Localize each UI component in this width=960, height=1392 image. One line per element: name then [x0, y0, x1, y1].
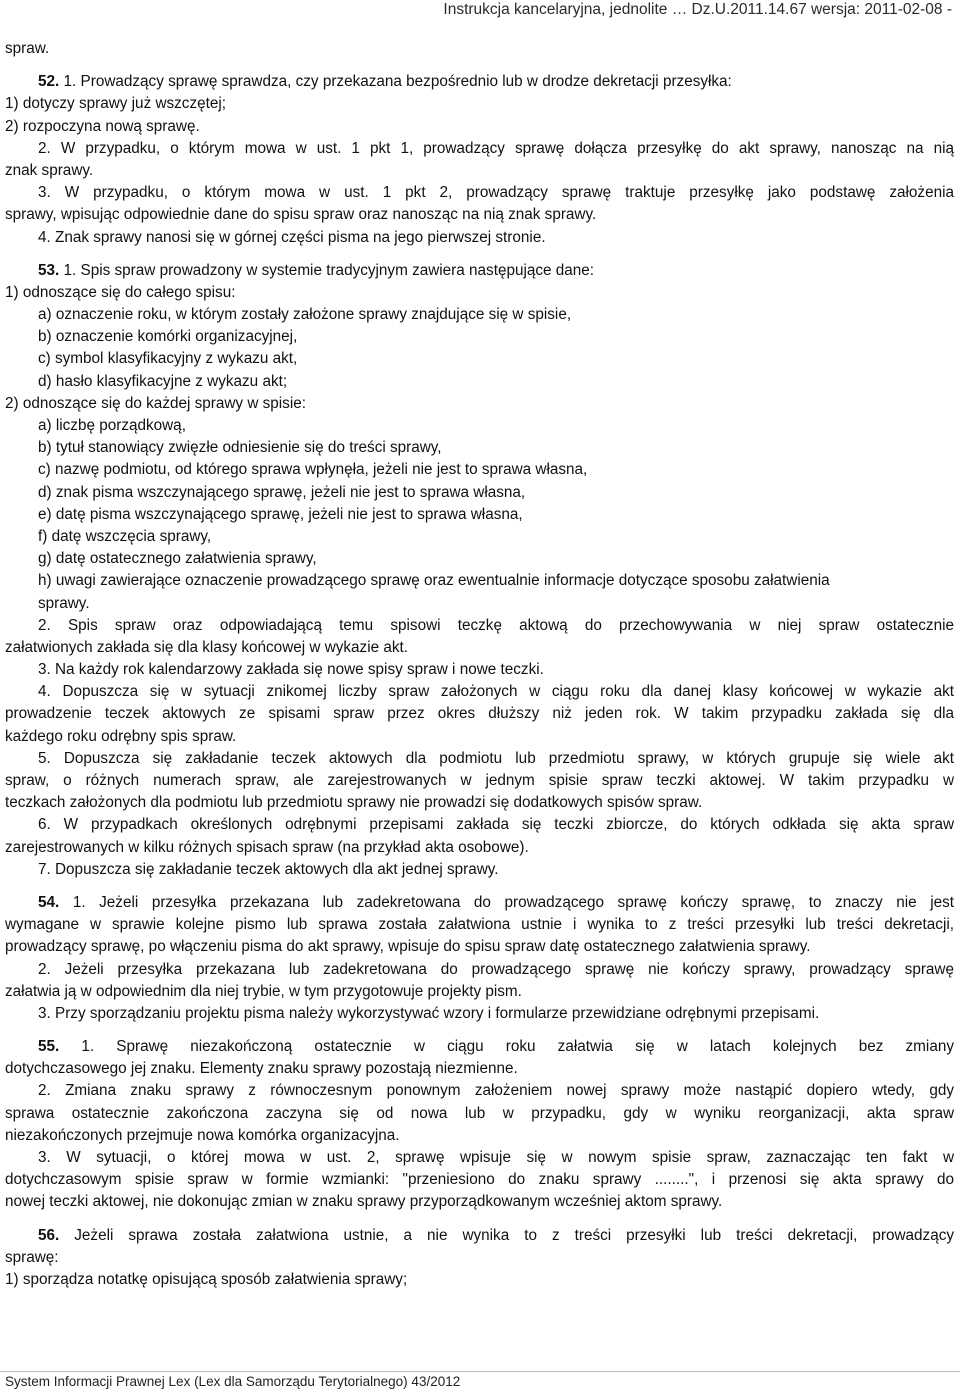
line-text: 2. Jeżeli przesyłka przekazana lub zadekretowana do prowadzącego sprawę nie kończy sprawy, prowadzący sprawę — [38, 960, 954, 978]
text-line — [5, 459, 954, 481]
paragraph-heading — [5, 892, 954, 914]
line-text: 4. Dopuszcza się w sytuacji znikomej liczby spraw założonych w ciągu roku dla danej klasy końcowej w wykazie akt — [38, 683, 954, 701]
text-line — [5, 637, 954, 659]
text-line — [5, 371, 954, 393]
line-text: 4. Znak sprawy nanosi się w górnej części pisma na jego pierwszej stronie. — [38, 228, 546, 246]
line-text: załatwia ją w odpowiednim dla niej trybie, w tym przygotowuje projekty pism. — [5, 982, 522, 1000]
line-text: 2. Zmiana znaku sprawy z równoczesnym ponownym założeniem nowej sprawy może nastąpić dopiero wtedy, gdy — [38, 1082, 954, 1100]
paragraph-spacer — [5, 881, 954, 892]
line-text: b) tytuł stanowiący zwięzłe odniesienie się do treści sprawy, — [38, 439, 442, 457]
paragraph-spacer — [5, 1025, 954, 1036]
text-line — [5, 726, 954, 748]
line-text: 1. Prowadzący sprawę sprawdza, czy przekazana bezpośrednio lub w drodze dekretacji przesyłka: — [59, 73, 732, 91]
text-line — [5, 1003, 954, 1025]
line-text: sprawa ostatecznie zakończona zaczyna się od nowa lub w przypadku, gdy w wyniku reorganizacji, akta spraw — [5, 1104, 954, 1122]
text-line — [5, 482, 954, 504]
paragraph-spacer — [5, 60, 954, 71]
text-line — [5, 437, 954, 459]
line-text: 2) rozpoczyna nową sprawę. — [5, 117, 200, 135]
paragraph-heading — [5, 1036, 954, 1058]
text-line — [5, 1147, 954, 1169]
line-text: prowadzenie teczek aktowych ze spisami spraw przez okres dłuższy niż jeden rok. W takim przypadku zakłada się dla — [5, 705, 954, 723]
line-text: teczkach założonych dla podmiotu lub przedmiotu sprawy nie prowadzi się dodatkowych spisów spraw. — [5, 794, 703, 812]
line-text: 3. Na każdy rok kalendarzowy zakłada się nowe spisy spraw i nowe teczki. — [38, 661, 544, 679]
line-text: wymagane w sprawie kolejne pismo lub sprawa została załatwiona ustnie i wynika to z treści przesyłki lub treści dekretacji, — [5, 916, 954, 934]
text-line — [5, 936, 954, 958]
text-line — [5, 160, 954, 182]
line-text: d) znak pisma wszczynającego sprawę, jeżeli nie jest to sprawa własna, — [38, 483, 526, 501]
text-line — [5, 504, 954, 526]
line-text: sprawę: — [5, 1248, 59, 1266]
text-line — [5, 659, 954, 681]
paragraph-number: 53. — [38, 261, 60, 279]
line-text: 7. Dopuszcza się zakładanie teczek aktowych dla akt jednej sprawy. — [38, 860, 499, 878]
text-line — [5, 1169, 954, 1191]
line-text: c) nazwę podmiotu, od którego sprawa wpłynęła, jeżeli nie jest to sprawa własna, — [38, 461, 588, 479]
text-line — [5, 859, 954, 881]
line-text: 1) dotyczy sprawy już wszczętej; — [5, 95, 227, 113]
text-line — [5, 593, 954, 615]
line-text: spraw. — [5, 40, 50, 57]
line-text: niezakończonych przejmuje nowa komórka organizacyjna. — [5, 1126, 400, 1144]
line-text: 1) sporządza notatkę opisującą sposób załatwienia sprawy; — [5, 1270, 408, 1288]
paragraph-spacer — [5, 1214, 954, 1225]
text-line — [5, 282, 954, 304]
text-line — [5, 703, 954, 725]
line-text: każdego roku odrębny spis spraw. — [5, 727, 237, 745]
paragraph-number: 56. — [38, 1226, 60, 1244]
text-line — [5, 959, 954, 981]
line-text: 3. W sytuacji, o której mowa w ust. 2, sprawę wpisuje się w nowym spisie spraw, zaznaczając ten fakt w — [38, 1149, 954, 1166]
line-text: sprawy. — [38, 594, 90, 612]
line-text: sprawy, wpisując odpowiednie dane do spisu spraw oraz nanosząc na nią znak sprawy. — [5, 206, 597, 224]
page-footer: System Informacji Prawnej Lex (Lex dla Samorządu Terytorialnego) 43/2012 — [5, 1374, 461, 1389]
line-text: nowej teczki aktowej, nie dokonując zmian w znaku sprawy przyporządkowanym wcześniej aktom sprawy. — [5, 1193, 723, 1211]
text-line — [5, 138, 954, 160]
line-text: 1. Jeżeli przesyłka przekazana lub zadekretowana do prowadzącego sprawę kończy sprawę, to znaczy nie jest — [59, 893, 954, 911]
text-line — [5, 116, 954, 138]
text-line — [5, 814, 954, 836]
text-line — [5, 1058, 954, 1080]
text-line — [5, 1191, 954, 1213]
paragraph-number: 54. — [38, 893, 60, 911]
line-text: c) symbol klasyfikacyjny z wykazu akt, — [38, 350, 298, 368]
line-text: Jeżeli sprawa została załatwiona ustnie, a nie wynika to z treści przesyłki lub treści dekretacji, prowadzący — [59, 1226, 954, 1244]
paragraph-heading — [5, 260, 954, 282]
line-text: 1. Sprawę niezakończoną ostatecznie w ciągu roku załatwia się w latach kolejnych bez zmiany — [59, 1038, 954, 1056]
line-text: 5. Dopuszcza się zakładanie teczek aktowych dla podmiotu lub przedmiotu sprawy, w których grupuje się wiele akt — [38, 749, 954, 767]
text-line — [5, 93, 954, 115]
text-line — [5, 1269, 954, 1291]
line-text: 1) odnoszące się do całego spisu: — [5, 283, 236, 301]
line-text: 6. W przypadkach określonych odrębnymi przepisami zakłada się teczki zbiorcze, do których odkłada się akta spraw — [38, 816, 954, 834]
text-line — [5, 548, 954, 570]
line-text: 1. Spis spraw prowadzony w systemie tradycyjnym zawiera następujące dane: — [59, 261, 595, 279]
line-text: a) liczbę porządkową, — [38, 417, 186, 434]
document-body — [5, 38, 954, 1291]
text-line — [5, 227, 954, 249]
line-text: g) datę ostatecznego załatwienia sprawy, — [38, 550, 317, 568]
text-line — [5, 981, 954, 1003]
line-text: dotychczasowego jej znaku. Elementy znaku sprawy pozostają niezmienne. — [5, 1060, 518, 1078]
text-line — [5, 570, 954, 592]
paragraph-heading — [5, 1225, 954, 1247]
line-text: 2) odnoszące się do każdej sprawy w spisie: — [5, 394, 306, 412]
line-text: e) datę pisma wszczynającego sprawę, jeżeli nie jest to sprawa własna, — [38, 505, 523, 523]
line-text: 3. Przy sporządzaniu projektu pisma należy wykorzystywać wzory i formularze przewidziane odrębnymi przepisami. — [38, 1004, 820, 1022]
paragraph-spacer — [5, 249, 954, 260]
paragraph-number: 52. — [38, 73, 60, 91]
line-text: d) hasło klasyfikacyjne z wykazu akt; — [38, 372, 288, 390]
text-line — [5, 770, 954, 792]
text-line — [5, 681, 954, 703]
line-text: b) oznaczenie komórki organizacyjnej, — [38, 328, 298, 346]
text-line — [5, 415, 954, 437]
text-line — [5, 1247, 954, 1269]
paragraph-number: 55. — [38, 1038, 60, 1056]
line-text: a) oznaczenie roku, w którym zostały założone sprawy znajdujące się w spisie, — [38, 306, 572, 324]
text-line — [5, 837, 954, 859]
line-text: dotychczasowym spisie spraw w formie wzmianki: "przeniesiono do znaku sprawy ........", i przenosi się akta sprawy do — [5, 1171, 954, 1189]
line-text: prowadzący sprawę, po włączeniu pisma do akt sprawy, wpisuje do spisu spraw datę ostatecznego załatwienia sprawy. — [5, 938, 811, 956]
line-text: f) datę wszczęcia sprawy, — [38, 527, 212, 545]
line-text: zarejestrowanych w kilku różnych spisach spraw (na przykład akta osobowe). — [5, 838, 529, 856]
text-line — [5, 914, 954, 936]
text-line — [5, 38, 954, 60]
line-text: załatwionych zakłada się dla klasy końcowej w wykazie akt. — [5, 638, 408, 656]
line-text: h) uwagi zawierające oznaczenie prowadzącego sprawę oraz ewentualnie informacje dotyczące sposobu załatwienia — [38, 572, 830, 590]
text-line — [5, 1103, 954, 1125]
page-header: Instrukcja kancelaryjna, jednolite … Dz.U.2011.14.67 wersja: 2011-02-08 - — [443, 1, 952, 18]
line-text: spraw, o różnych numerach spraw, ale zarejestrowanych w jednym spisie spraw teczki aktowej. W takim przypadku w — [5, 772, 954, 789]
footer-divider — [0, 1371, 960, 1372]
text-line — [5, 748, 954, 770]
text-line — [5, 393, 954, 415]
text-line — [5, 1080, 954, 1102]
line-text: znak sprawy. — [5, 161, 94, 179]
text-line — [5, 304, 954, 326]
paragraph-heading — [5, 71, 954, 93]
text-line — [5, 615, 954, 637]
text-line — [5, 348, 954, 370]
text-line — [5, 204, 954, 226]
text-line — [5, 182, 954, 204]
line-text: 2. W przypadku, o którym mowa w ust. 1 pkt 1, prowadzący sprawę dołącza przesyłkę do akt sprawy, nanosząc na nią — [38, 139, 954, 157]
text-line — [5, 526, 954, 548]
text-line — [5, 792, 954, 814]
text-line — [5, 1125, 954, 1147]
line-text: 2. Spis spraw oraz odpowiadającą temu spisowi teczkę aktową do przechowywania w niej spraw ostatecznie — [38, 616, 954, 634]
line-text: 3. W przypadku, o którym mowa w ust. 1 pkt 2, prowadzący sprawę traktuje przesyłkę jako podstawę założenia — [38, 184, 954, 202]
text-line — [5, 326, 954, 348]
